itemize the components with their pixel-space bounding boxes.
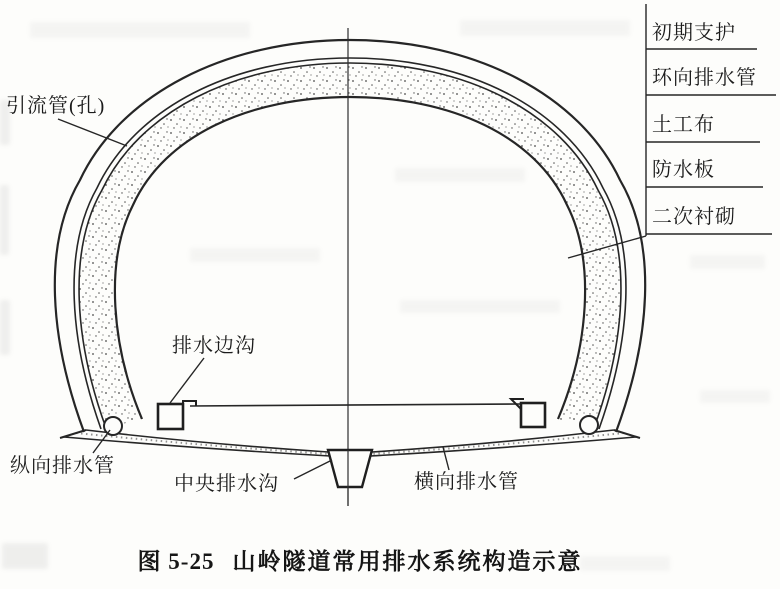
leader-side-ditch [170, 358, 204, 403]
print-bleed-artifact [2, 543, 48, 569]
label-circumferential-drain-pipe: 环向排水管 [652, 67, 757, 89]
figure-caption-number: 图 5-25 [137, 549, 215, 574]
invert-texture-left [76, 433, 329, 454]
initial-support-outer-arc [55, 40, 645, 432]
leader-central-ditch [294, 460, 332, 479]
longitudinal-pipe-left-shape [104, 417, 122, 435]
longitudinal-pipe-right-shape [580, 416, 598, 434]
label-waterproof-board: 防水板 [652, 159, 715, 181]
figure-caption [90, 543, 630, 576]
label-transverse-drain-pipe: 横向排水管 [414, 471, 519, 493]
label-central-ditch: 中央排水沟 [174, 473, 279, 495]
label-longitudinal-drain-pipe: 纵向排水管 [10, 455, 115, 477]
leader-longitudinal-drain [93, 430, 110, 453]
label-side-ditch: 排水边沟 [172, 335, 256, 357]
side-ditch-right-shape [511, 399, 545, 427]
roadway-surface-line [190, 404, 520, 406]
waterproof-membrane-line-inner [79, 63, 621, 428]
invert-texture-right [371, 433, 624, 454]
invert-curve-left-inner [64, 437, 330, 456]
secondary-lining-stipple-band [79, 63, 621, 428]
label-initial-support: 初期支护 [652, 22, 736, 44]
label-geotextile: 土工布 [652, 114, 715, 136]
label-drain-pipe-hole: 引流管(孔) [6, 95, 106, 117]
secondary-lining-intrados-arc [115, 97, 585, 419]
waterproof-membrane-line-outer [74, 58, 626, 429]
invert-curve-right-inner [370, 437, 636, 456]
central-ditch-shape [328, 450, 372, 487]
figure-caption-title: 山岭隧道常用排水系统构造示意 [232, 549, 583, 574]
label-secondary-lining: 二次衬砌 [652, 206, 736, 228]
leader-drain-pipe-hole [58, 119, 127, 146]
